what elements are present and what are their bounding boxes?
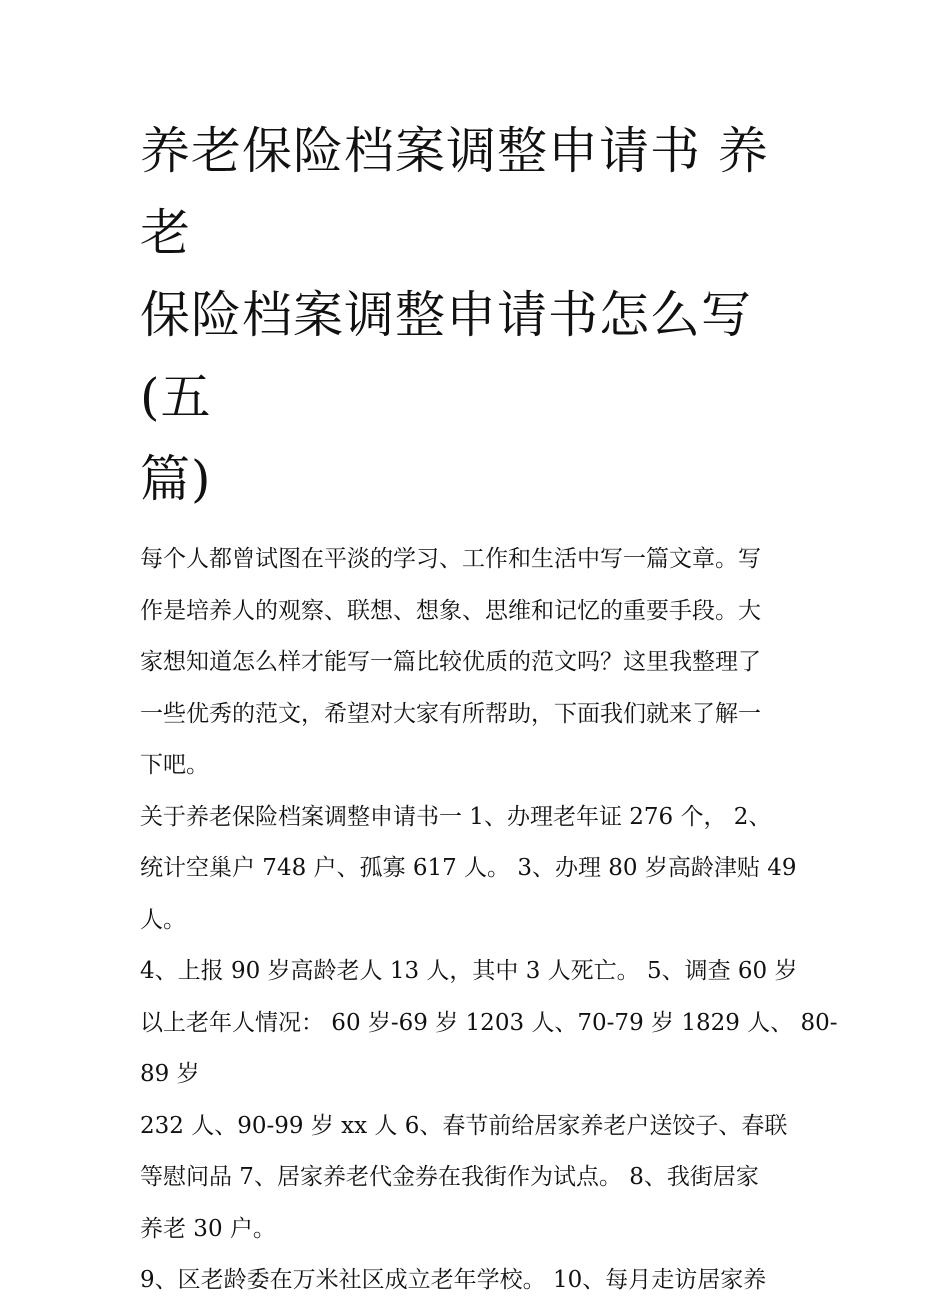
text-line: 每个人都曾试图在平淡的学习、工作和生活中写一篇文章。写 [140, 546, 761, 572]
body-paragraph [140, 946, 838, 1101]
title-line: 养老保险档案调整申请书 养老 [140, 122, 769, 262]
intro-paragraph [140, 534, 815, 792]
document-page [140, 110, 838, 1307]
text-line: 作是培养人的观察、联想、想象、思维和记忆的重要手段。大 [140, 597, 761, 624]
document-title [140, 110, 815, 520]
body-paragraph [140, 1101, 815, 1256]
text-line: 232 人、90-99 岁 xx 人 6、春节前给居家养老户送饺子、春联 [140, 1112, 788, 1139]
text-line: 统计空巢户 748 户、孤寡 617 人。 3、办理 80 岁高龄津贴 49 [140, 855, 797, 881]
text-line: 下吧。 [140, 752, 209, 778]
text-line: 家想知道怎么样才能写一篇比较优质的范文吗？这里我整理了 [140, 649, 761, 675]
text-line: 人。 [140, 906, 186, 933]
title-line: 保险档案调整申请书怎么写(五 [140, 286, 752, 426]
body-paragraph [140, 1255, 815, 1307]
text-line: 养老 30 户。 [140, 1215, 276, 1242]
text-line: 关于养老保险档案调整申请书一 1、办理老年证 276 个， 2、 [140, 803, 772, 830]
text-line: 89 岁 [140, 1061, 200, 1087]
text-line: 等慰问品 7、居家养老代金券在我街作为试点。 8、我街居家 [140, 1164, 759, 1190]
body-paragraph [140, 792, 815, 947]
text-line: 4、上报 90 岁高龄老人 13 人，其中 3 人死亡。 5、调查 60 岁 [140, 958, 798, 984]
text-line: 9、区老龄委在万米社区成立老年学校。 10、每月走访居家养 [140, 1267, 767, 1293]
text-line: 一些优秀的范文，希望对大家有所帮助，下面我们就来了解一 [140, 700, 761, 727]
text-line: 以上老年人情况： 60 岁-69 岁 1203 人、70-79 岁 1829 人、 80- [140, 1009, 838, 1036]
title-line: 篇) [140, 450, 212, 508]
